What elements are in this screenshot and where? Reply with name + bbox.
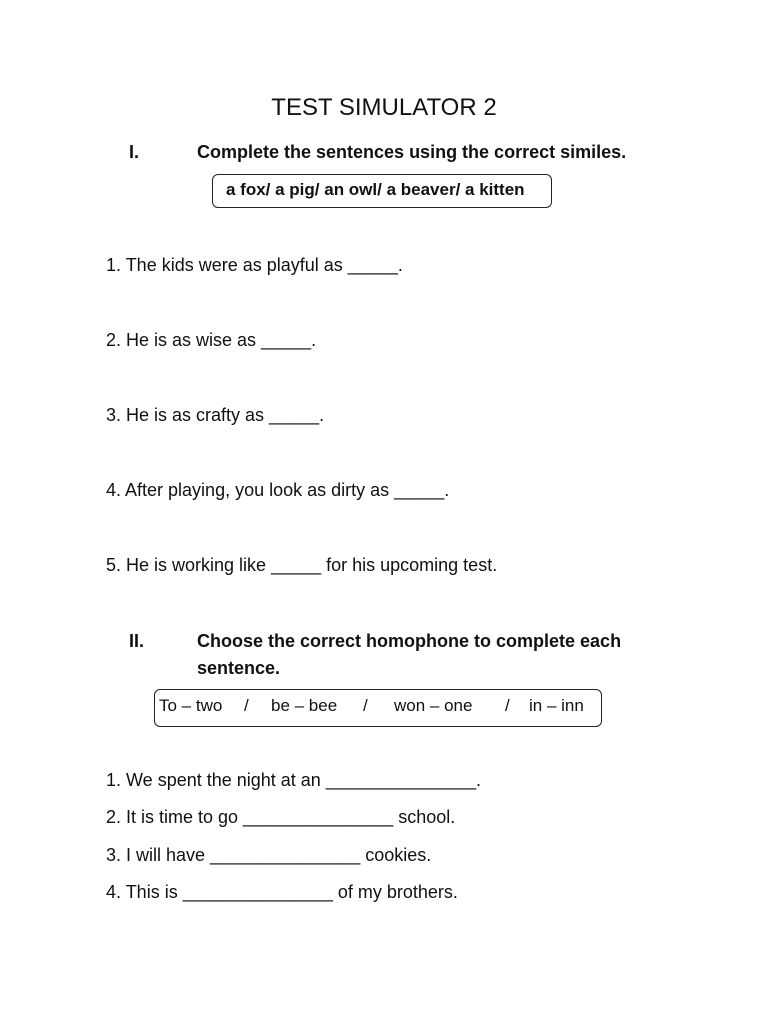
word-bank-separator: / bbox=[244, 696, 249, 715]
page-title: TEST SIMULATOR 2 bbox=[271, 94, 497, 121]
homophone-pair-3: won – one bbox=[394, 696, 473, 715]
similes-question-3: 3. He is as crafty as _____. bbox=[106, 405, 325, 425]
similes-question-2: 2. He is as wise as _____. bbox=[106, 330, 317, 350]
homophones-question-4: 4. This is _______________ of my brothers. bbox=[106, 882, 458, 902]
similes-word-bank-text: a fox/ a pig/ an owl/ a beaver/ a kitten bbox=[226, 180, 525, 199]
section-1-heading: Complete the sentences using the correct similes. bbox=[197, 142, 627, 162]
similes-question-1: 1. The kids were as playful as _____. bbox=[106, 255, 403, 275]
homophones-word-bank bbox=[154, 689, 602, 727]
homophones-question-2: 2. It is time to go _______________ school. bbox=[106, 807, 456, 827]
similes-question-5: 5. He is working like _____ for his upcoming test. bbox=[106, 555, 498, 575]
homophone-pair-1: To – two bbox=[159, 696, 223, 715]
section-2-heading-line-1: Choose the correct homophone to complete each bbox=[197, 631, 622, 651]
word-bank-separator: / bbox=[363, 696, 368, 715]
homophones-question-1: 1. We spent the night at an _______________. bbox=[106, 770, 481, 790]
section-1-number: I. bbox=[129, 142, 140, 162]
similes-question-4: 4. After playing, you look as dirty as _____. bbox=[106, 480, 450, 500]
similes-word-bank bbox=[212, 174, 552, 208]
section-2-heading-line-2: sentence. bbox=[197, 658, 281, 678]
homophone-pair-2: be – bee bbox=[271, 696, 338, 715]
homophones-question-3: 3. I will have _______________ cookies. bbox=[106, 845, 432, 865]
homophone-pair-4: in – inn bbox=[529, 696, 584, 715]
word-bank-separator: / bbox=[505, 696, 510, 715]
section-2-number: II. bbox=[129, 631, 145, 651]
